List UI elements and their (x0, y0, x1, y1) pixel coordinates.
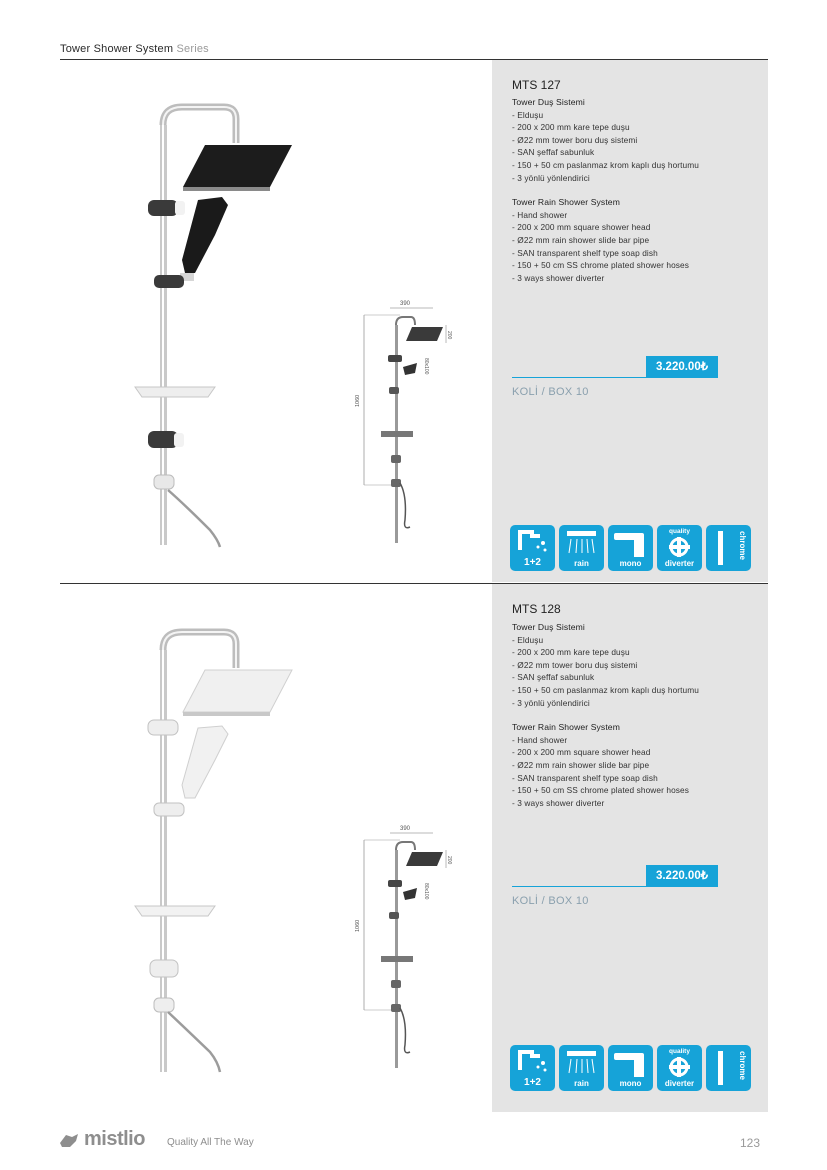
technical-drawing-mts127 (355, 295, 465, 550)
icon-label: quality (669, 1048, 690, 1055)
icon-label: quality (669, 528, 690, 535)
feature-icons (510, 1045, 751, 1091)
page-number: 123 (740, 1136, 761, 1150)
spec-title-en: Tower Rain Shower System (512, 722, 620, 733)
spec-item: - SAN transparent shelf type soap dish (512, 247, 658, 258)
mono-icon (608, 1045, 653, 1091)
one-plus-two-icon (510, 1045, 555, 1091)
header-title: Tower Shower System (60, 43, 174, 55)
spec-item: - Ø22 mm rain shower slide bar pipe (512, 234, 650, 245)
dim-hand: 80x100 (423, 358, 429, 375)
spec-item: - 3 yönlü yönlendirici (512, 172, 590, 183)
dim-width: 390 (400, 826, 411, 832)
brand-name: mistlio (84, 1128, 145, 1150)
spec-title-tr: Tower Duş Sistemi (512, 97, 585, 107)
chrome-icon (706, 1045, 751, 1091)
dim-hand: 80x100 (423, 883, 429, 900)
spec-item: - SAN şeffaf sabunluk (512, 147, 595, 158)
page-header (60, 43, 209, 55)
spec-item: - 3 ways shower diverter (512, 272, 605, 283)
product-code: MTS 127 (512, 78, 561, 92)
spec-item: - SAN transparent shelf type soap dish (512, 772, 658, 783)
product-code: MTS 128 (512, 602, 561, 616)
product-specs (512, 96, 699, 284)
icon-label: rain (574, 1079, 589, 1088)
spec-item: - 150 + 50 cm SS chrome plated shower hoses (512, 260, 690, 271)
technical-drawing-mts128 (355, 820, 465, 1075)
spec-item: - 200 x 200 mm square shower head (512, 222, 651, 233)
brand-tagline: Quality All The Way (167, 1137, 254, 1148)
spec-item: - Elduşu (512, 634, 544, 645)
quality-diverter-icon (657, 1045, 702, 1091)
icon-label: mono (619, 559, 642, 568)
spec-item: - Elduşu (512, 109, 544, 120)
spec-item: - 200 x 200 mm square shower head (512, 747, 651, 758)
spec-item: - 200 x 200 mm kare tepe duşu (512, 647, 630, 658)
icon-label: chrome (738, 1051, 747, 1080)
spec-title-en: Tower Rain Shower System (512, 197, 620, 208)
brand-mark-icon (58, 1131, 80, 1149)
spec-item: - 150 + 50 cm paslanmaz krom kaplı duş hortumu (512, 159, 699, 170)
spec-title-tr: Tower Duş Sistemi (512, 622, 585, 632)
price-underline (512, 377, 646, 378)
spec-item: - Ø22 mm tower boru duş sistemi (512, 659, 638, 670)
icon-label: diverter (664, 559, 695, 568)
box-quantity: KOLİ / BOX 10 (512, 386, 589, 398)
spec-item: - 150 + 50 cm paslanmaz krom kaplı duş hortumu (512, 684, 699, 695)
rain-icon (559, 525, 604, 571)
spec-item: - Ø22 mm tower boru duş sistemi (512, 134, 638, 145)
icon-label: mono (619, 1079, 642, 1088)
spec-item: - Hand shower (512, 734, 568, 745)
dim-width: 390 (400, 301, 411, 307)
icon-label: rain (574, 559, 589, 568)
icon-label: 1+2 (524, 1077, 541, 1088)
spec-item: - 3 yönlü yönlendirici (512, 697, 590, 708)
icon-label: chrome (738, 531, 747, 560)
header-series: Series (176, 43, 209, 55)
spec-item: - 200 x 200 mm kare tepe duşu (512, 122, 630, 133)
spec-item: - Hand shower (512, 209, 568, 220)
spec-item: - Ø22 mm rain shower slide bar pipe (512, 759, 650, 770)
one-plus-two-icon (510, 525, 555, 571)
box-quantity: KOLİ / BOX 10 (512, 895, 589, 907)
feature-icons (510, 525, 751, 571)
price-underline (512, 886, 646, 887)
icon-label: 1+2 (524, 557, 541, 568)
quality-diverter-icon (657, 525, 702, 571)
icon-label: diverter (664, 1079, 695, 1088)
price-badge: 3.220.00₺ (646, 356, 718, 378)
spec-item: - 150 + 50 cm SS chrome plated shower hoses (512, 785, 690, 796)
product-photo-mts127 (120, 95, 320, 550)
dim-head: 200 (446, 856, 452, 865)
chrome-icon (706, 525, 751, 571)
spec-item: - SAN şeffaf sabunluk (512, 672, 595, 683)
brand-logo (58, 1128, 145, 1151)
rain-icon (559, 1045, 604, 1091)
spec-item: - 3 ways shower diverter (512, 797, 605, 808)
mono-icon (608, 525, 653, 571)
price-badge: 3.220.00₺ (646, 865, 718, 887)
product-specs (512, 621, 699, 809)
dim-head: 200 (446, 331, 452, 340)
product-photo-mts128 (120, 620, 320, 1075)
dim-height: 1060 (355, 919, 361, 932)
dim-height: 1060 (355, 394, 361, 407)
